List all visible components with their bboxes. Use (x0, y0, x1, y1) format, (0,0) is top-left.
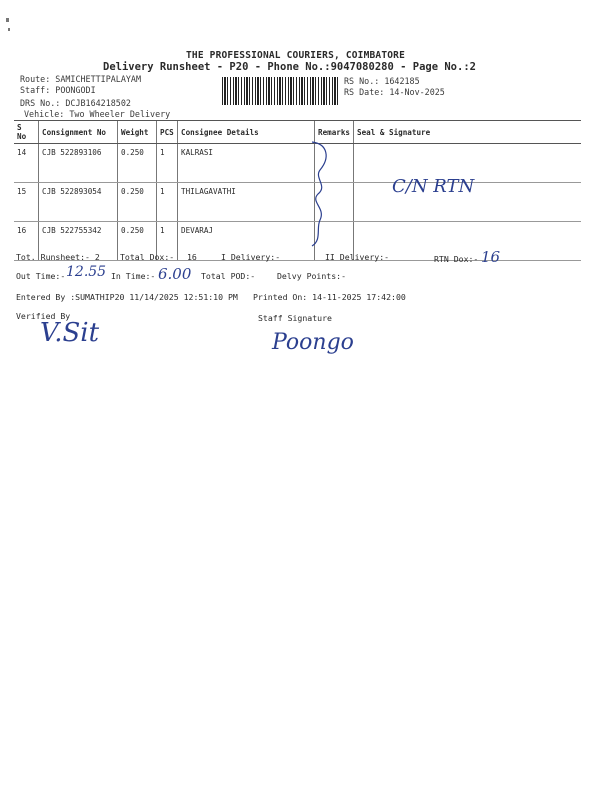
staff-signature: Poongo (272, 330, 354, 355)
row-sno: 14 (14, 144, 39, 183)
delvy-points: Delvy Points:- (277, 271, 347, 281)
rs-number: RS No.: 1642185 (344, 76, 420, 86)
row-pcs: 1 (157, 222, 178, 261)
row-consignment: CJB 522893054 (39, 183, 118, 222)
row-consignment: CJB 522755342 (39, 222, 118, 261)
in-time-handwritten: 6.00 (158, 265, 192, 283)
i-delivery: I Delivery:- (221, 252, 281, 262)
rs-date: RS Date: 14-Nov-2025 (344, 87, 445, 97)
in-time: In Time:- (111, 271, 156, 281)
row-sno: 15 (14, 183, 39, 222)
row-weight: 0.250 (118, 183, 157, 222)
verified-signature: V.Sit (40, 318, 100, 348)
drs-number: DRS No.: DCJB164218502 (20, 98, 131, 108)
row-sno: 16 (14, 222, 39, 261)
col-seal-signature: Seal & Signature (354, 121, 581, 144)
tot-runsheet: Tot. Runsheet:- 2 (16, 252, 100, 262)
ii-delivery: II Delivery:- (325, 252, 390, 262)
row-pcs: 1 (157, 144, 178, 183)
runsheet-title: Delivery Runsheet - P20 - Phone No.:9047080280 - Page No.:2 (103, 61, 476, 73)
row-pcs: 1 (157, 183, 178, 222)
col-consignment: Consignment No (39, 121, 118, 144)
printed-on: Printed On: 14-11-2025 17:42:00 (253, 292, 406, 302)
rtn-dox: RTN Dox:- (434, 254, 479, 264)
total-dox-value: 16 (187, 252, 197, 262)
scan-speck (8, 28, 10, 31)
row-consignment: CJB 522893106 (39, 144, 118, 183)
col-remarks: Remarks (315, 121, 354, 144)
staff-signature-label: Staff Signature (258, 313, 332, 323)
row-consignee: DEVARAJ (178, 222, 315, 261)
rtn-dox-handwritten: 16 (481, 248, 501, 266)
barcode (222, 77, 340, 105)
out-time: Out Time:- (16, 271, 66, 281)
row-weight: 0.250 (118, 144, 157, 183)
scan-speck (6, 18, 9, 22)
out-time-handwritten: 12.55 (66, 264, 107, 280)
verified-by: Verified By (16, 311, 71, 321)
entered-by: Entered By :SUMATHIP20 11/14/2025 12:51:10 PM (16, 292, 238, 302)
total-dox-label: Total Dox:- (120, 252, 175, 262)
staff-label: Staff: POONGODI (20, 85, 96, 95)
col-weight: Weight (118, 121, 157, 144)
col-pcs: PCS (157, 121, 178, 144)
row-weight: 0.250 (118, 222, 157, 261)
handwritten-bracket (298, 136, 338, 251)
seal-note-handwritten: C/N RTN (392, 176, 475, 197)
row-consignee: THILAGAVATHI (178, 183, 315, 222)
total-pod: Total POD:- (201, 271, 256, 281)
row-consignee: KALRASI (178, 144, 315, 183)
vehicle-label: Vehicle: Two Wheeler Delivery (24, 109, 171, 119)
route-label: Route: SAMICHETTIPALAYAM (20, 74, 142, 84)
col-sno: S No (14, 121, 39, 144)
col-consignee: Consignee Details (178, 121, 315, 144)
company-title: THE PROFESSIONAL COURIERS, COIMBATORE (186, 50, 406, 61)
